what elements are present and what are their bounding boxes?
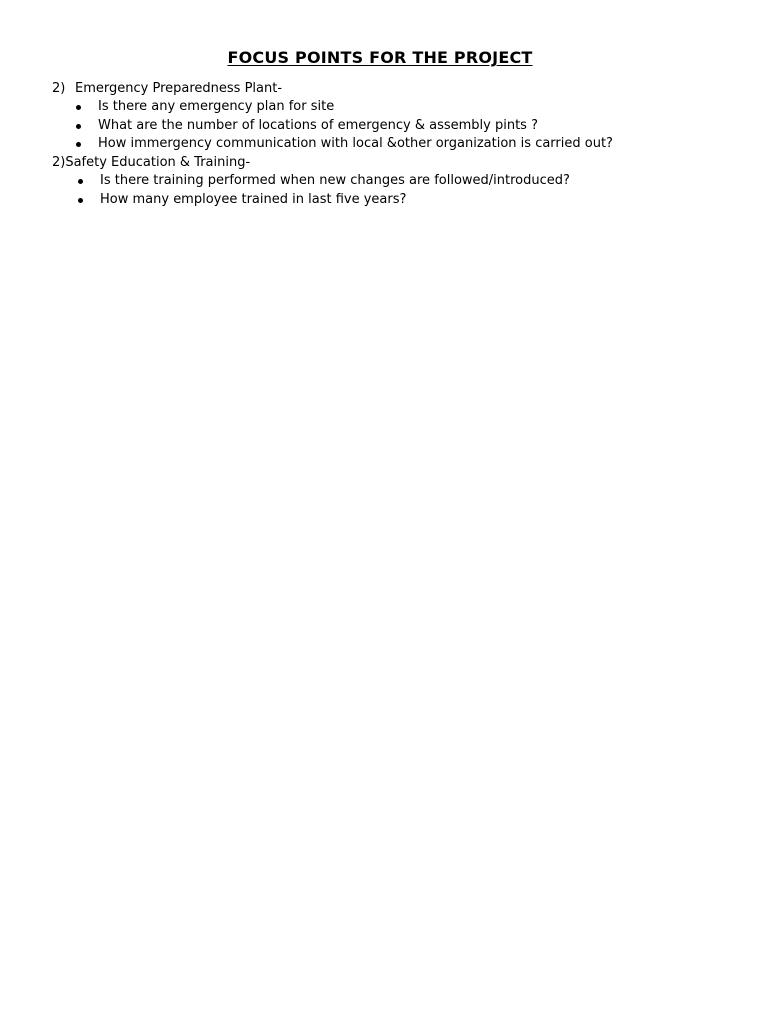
bullet-icon — [76, 124, 81, 129]
section-number: 2) — [52, 81, 66, 96]
list-item-text: What are the number of locations of emergency & assembly pints ? — [98, 117, 538, 133]
list-item-text: Is there any emergency plan for site — [98, 99, 335, 114]
page-title-text: FOCUS POINTS FOR THE PROJECT — [227, 48, 533, 67]
bullet-icon — [76, 105, 81, 110]
section-heading — [0, 154, 760, 172]
section-number: 2) — [52, 155, 66, 170]
section-heading — [0, 80, 760, 98]
section-safety-education — [0, 154, 760, 209]
list-item — [0, 117, 760, 136]
list-item — [0, 191, 760, 210]
list-item — [0, 98, 760, 117]
section-heading-text: Safety Education & Training- — [65, 155, 251, 170]
bullet-icon — [78, 179, 83, 184]
section-heading-text: Emergency Preparedness Plant- — [75, 81, 283, 96]
list-item-text: Is there training performed when new changes are followed/introduced? — [100, 173, 570, 188]
bullet-icon — [76, 142, 81, 147]
bullet-list — [0, 98, 760, 154]
list-item — [0, 135, 760, 154]
page-title — [0, 46, 760, 70]
list-item-text: How many employee trained in last five years? — [100, 191, 407, 207]
section-emergency-preparedness — [0, 80, 760, 154]
bullet-list — [0, 172, 760, 209]
list-item-text: How immergency communication with local &other organization is carried out? — [98, 136, 613, 151]
bullet-icon — [78, 198, 83, 203]
list-item — [0, 172, 760, 191]
